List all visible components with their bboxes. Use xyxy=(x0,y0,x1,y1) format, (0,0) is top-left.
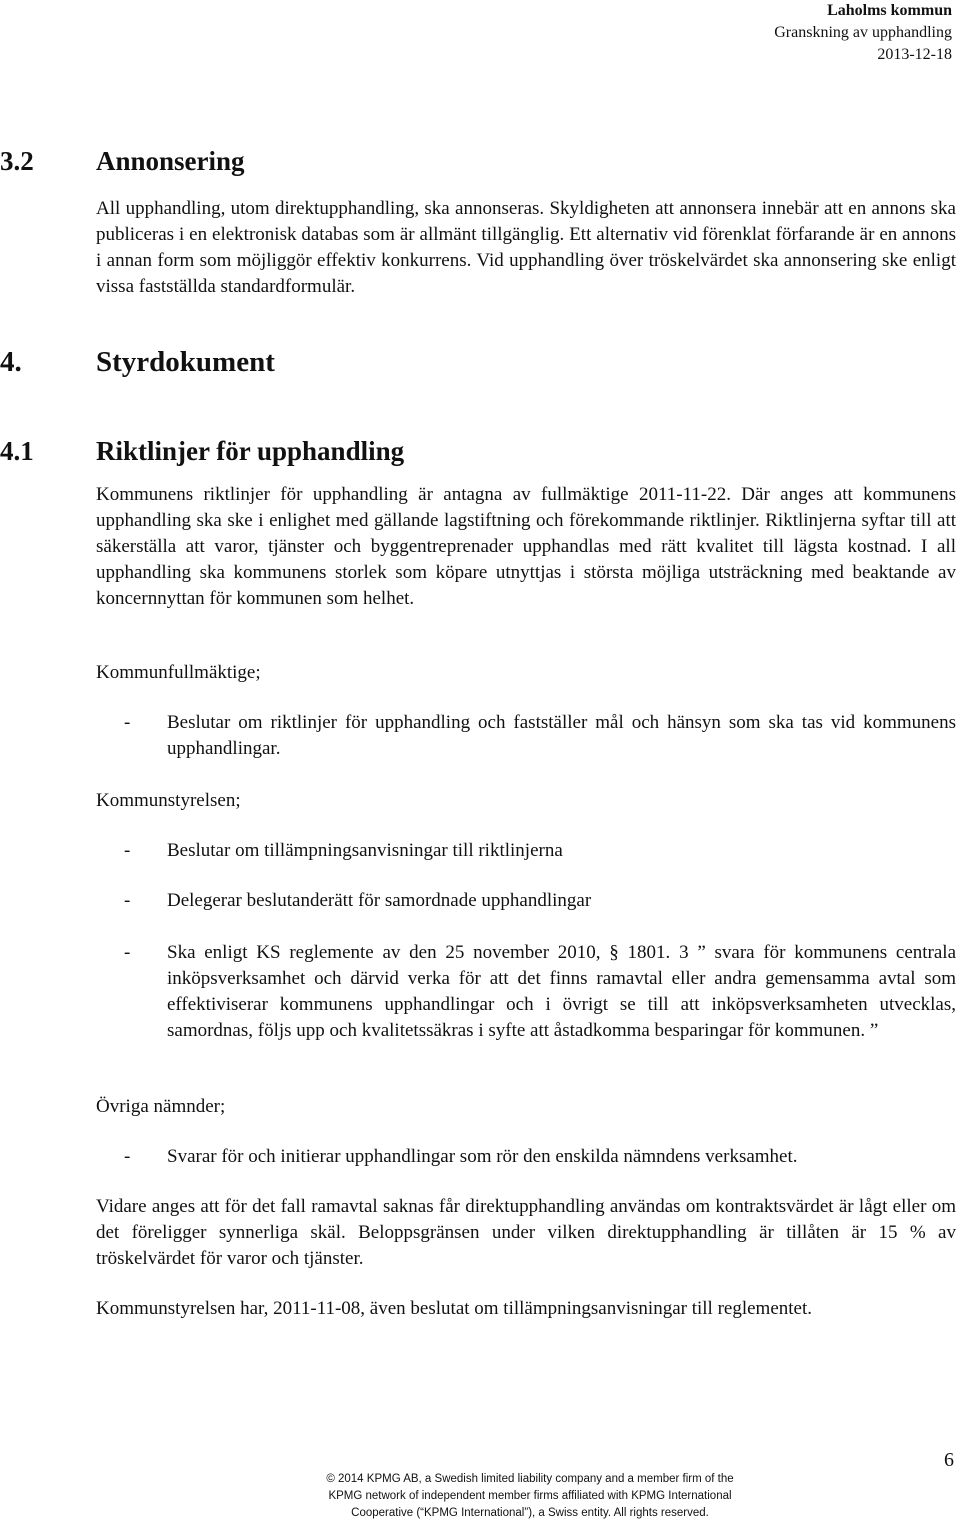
ovriga-namnder-label: Övriga nämnder; xyxy=(96,1096,226,1117)
list-item xyxy=(96,888,956,914)
list-dash: - xyxy=(124,712,131,733)
page-number: 6 xyxy=(944,1449,954,1471)
section-4-1-number: 4.1 xyxy=(0,436,34,466)
section-4-title: Styrdokument xyxy=(96,346,275,378)
list-dash: - xyxy=(124,942,131,963)
list-item-text: Ska enligt KS reglemente av den 25 november 2010, § 1801. 3 ” svara för kommunens centrala inköpsverksamhet och därvid verka för att det finns ramavtal eller andra gemensamma avtal som effektiviserar kommunens upphandlingar och i övrigt se till att inköpsverksamheten utvecklas, samordnas, följs upp och kvalitetssäkras i syfte att åstadkomma besparingar för kommunen. ” xyxy=(167,942,956,1041)
page-header xyxy=(774,0,952,66)
list-item xyxy=(96,940,956,1070)
paragraph-direktupphandling: Vidare anges att för det fall ramavtal saknas får direktupphandling användas om kontraktsvärdet är lågt eller om det föreligger synnerliga skäl. Beloppsgränsen under vilken direktupphandling är tillåten är 15 % av tröskelvärdet för varor och tjänster. xyxy=(96,1196,956,1269)
list-dash: - xyxy=(124,890,131,911)
paragraph-tillampningsanvisningar: Kommunstyrelsen har, 2011-11-08, även beslutat om tillämpningsanvisningar till reglementet. xyxy=(96,1298,812,1319)
list-item-text: Svarar för och initierar upphandlingar som rör den enskilda nämndens verksamhet. xyxy=(167,1146,798,1167)
header-document-title: Granskning av upphandling xyxy=(774,24,952,41)
kommunstyrelsen-label: Kommunstyrelsen; xyxy=(96,790,241,811)
section-4-1-title: Riktlinjer för upphandling xyxy=(96,436,405,466)
list-dash: - xyxy=(124,1146,131,1167)
footer-line: © 2014 KPMG AB, a Swedish limited liability company and a member firm of the xyxy=(326,1473,734,1485)
list-item xyxy=(96,710,956,762)
list-item-text: Beslutar om tillämpningsanvisningar till riktlinjerna xyxy=(167,840,563,861)
section-4-1-intro: Kommunens riktlinjer för upphandling är antagna av fullmäktige 2011-11-22. Där anges att kommunens upphandling ska ske i enlighet med gällande lagstiftning och förekommande riktlinjer. Riktlinjerna syftar till att säkerställa att varor, tjänster och byggentreprenader upphandlas med rätt kvalitet till lägsta kostnad. I all upphandling ska kommunens storlek som köpare utnyttjas i största möjliga utsträckning med beaktande av koncernnyttan för kommunen som helhet. xyxy=(96,484,956,609)
section-4-number: 4. xyxy=(0,346,22,378)
list-dash: - xyxy=(124,840,131,861)
section-3-2-title: Annonsering xyxy=(96,146,245,176)
copyright-footer xyxy=(250,1471,810,1522)
list-item-text: Delegerar beslutanderätt för samordnade upphandlingar xyxy=(167,890,592,911)
list-item-text: Beslutar om riktlinjer för upphandling och fastställer mål och hänsyn som ska tas vid kommunens upphandlingar. xyxy=(167,712,956,759)
list-item xyxy=(96,838,956,864)
kommunfullmaktige-label: Kommunfullmäktige; xyxy=(96,662,261,683)
section-3-2-number: 3.2 xyxy=(0,146,34,176)
header-organization: Laholms kommun xyxy=(827,2,952,19)
footer-line: KPMG network of independent member firms affiliated with KPMG International xyxy=(328,1490,732,1502)
header-date: 2013-12-18 xyxy=(877,46,952,63)
list-item xyxy=(96,1144,956,1170)
footer-line: Cooperative (“KPMG International”), a Swiss entity. All rights reserved. xyxy=(351,1507,709,1519)
section-3-2-body: All upphandling, utom direktupphandling, ska annonseras. Skyldigheten att annonsera innebär att en annons ska publiceras i en elektronisk databas som är allmänt tillgänglig. Ett alternativ vid förenklat förfarande är en annons i annan form som möjliggör effektiv konkurrens. Vid upphandling över tröskelvärdet ska annonsering ske enligt vissa fastställda standardformulär. xyxy=(96,198,956,297)
